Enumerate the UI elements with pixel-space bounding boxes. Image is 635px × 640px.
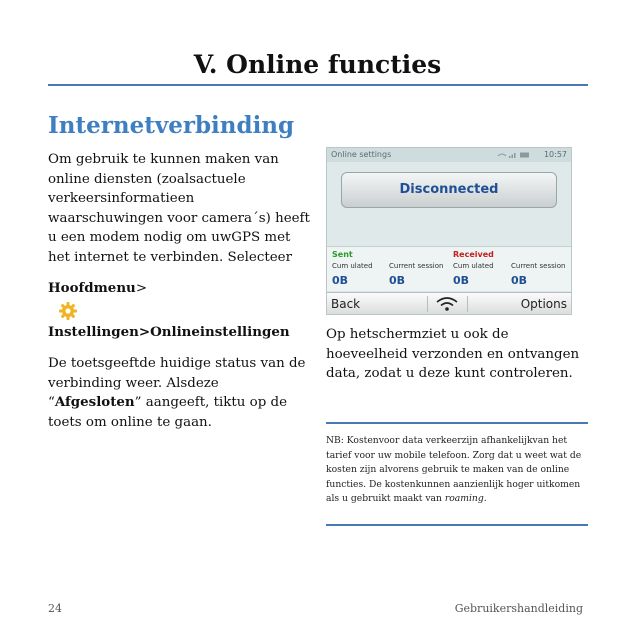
note-text: NB: Kostenvoor data verkeerzijn afhankelijkvan het tarief voor uw mobile telefoon. Zorg dat u weet wat de kosten zijn alvorens gebruik te maken van de online functies. De kostenkunnen aanzienlijk hoger uitkomen als u gebruikt maakt van <box>326 435 582 505</box>
received-cumulated-value: 0B <box>453 274 470 287</box>
settings-menu-label: Instellingen>Onlineinstellingen <box>48 323 290 340</box>
note-top-rule <box>326 422 588 424</box>
left-column <box>48 150 310 432</box>
sent-cumulated-value: 0B <box>332 274 349 287</box>
footer-title: Gebruikershandleiding <box>454 602 583 615</box>
status-text-2: ” aangeeft, tiktu op de toets om online te gaan. <box>48 395 288 430</box>
sent-cumulated-label: Cum ulated <box>332 262 373 270</box>
chapter-title: V. Online functies <box>193 50 442 79</box>
section-heading: Internetverbinding <box>48 112 295 139</box>
note-end: . <box>483 493 487 505</box>
gear-icon <box>58 301 78 321</box>
page-number: 24 <box>48 602 62 615</box>
received-session-value: 0B <box>511 274 528 287</box>
signal-battery-icon <box>497 151 531 159</box>
bar-divider <box>467 296 468 312</box>
device-clock: 10:57 <box>543 150 567 159</box>
main-menu-label: Hoofdmenu <box>48 280 136 296</box>
menu-path-settings <box>48 323 310 343</box>
online-settings-screenshot <box>326 147 572 315</box>
menu-separator: > <box>135 281 148 296</box>
note-italic: roaming <box>444 493 484 505</box>
bar-divider <box>427 296 428 312</box>
options-button[interactable]: Options <box>520 297 567 311</box>
status-text-1: De toetsgeeftde huidige status van de verbinding weer. Alsdeze “ <box>48 356 306 410</box>
status-paragraph <box>48 354 310 432</box>
received-session-label: Current session <box>511 262 566 270</box>
note-bottom-rule <box>326 524 588 526</box>
wifi-icon[interactable] <box>435 296 459 312</box>
cost-note <box>326 434 588 507</box>
sent-session-label: Current session <box>389 262 444 270</box>
received-header: Received <box>453 250 494 259</box>
back-button[interactable]: Back <box>331 297 361 311</box>
data-statistics <box>327 246 571 291</box>
device-bottom-bar <box>327 292 571 315</box>
received-cumulated-label: Cum ulated <box>453 262 494 270</box>
intro-paragraph: Om gebruik te kunnen maken van online diensten (zoalsactuele verkeersinformatieen waarschuwingen voor camera´s) heeft u een modem nodig om uwGPS met het internet te verbinden. Selecteer <box>48 152 310 265</box>
sent-session-value: 0B <box>389 274 406 287</box>
sent-header: Sent <box>332 250 353 259</box>
status-bold-word: Afgesloten <box>54 394 135 410</box>
data-usage-paragraph: Op hetschermziet u ook de hoeveelheid verzonden en ontvangen data, zodat u deze kunt controleren. <box>326 327 580 381</box>
status-bar-label: Online settings <box>331 150 392 159</box>
menu-path-main <box>48 279 310 299</box>
connection-status-button[interactable]: Disconnected <box>341 172 557 208</box>
title-rule <box>48 84 588 86</box>
device-status-bar <box>327 148 571 162</box>
